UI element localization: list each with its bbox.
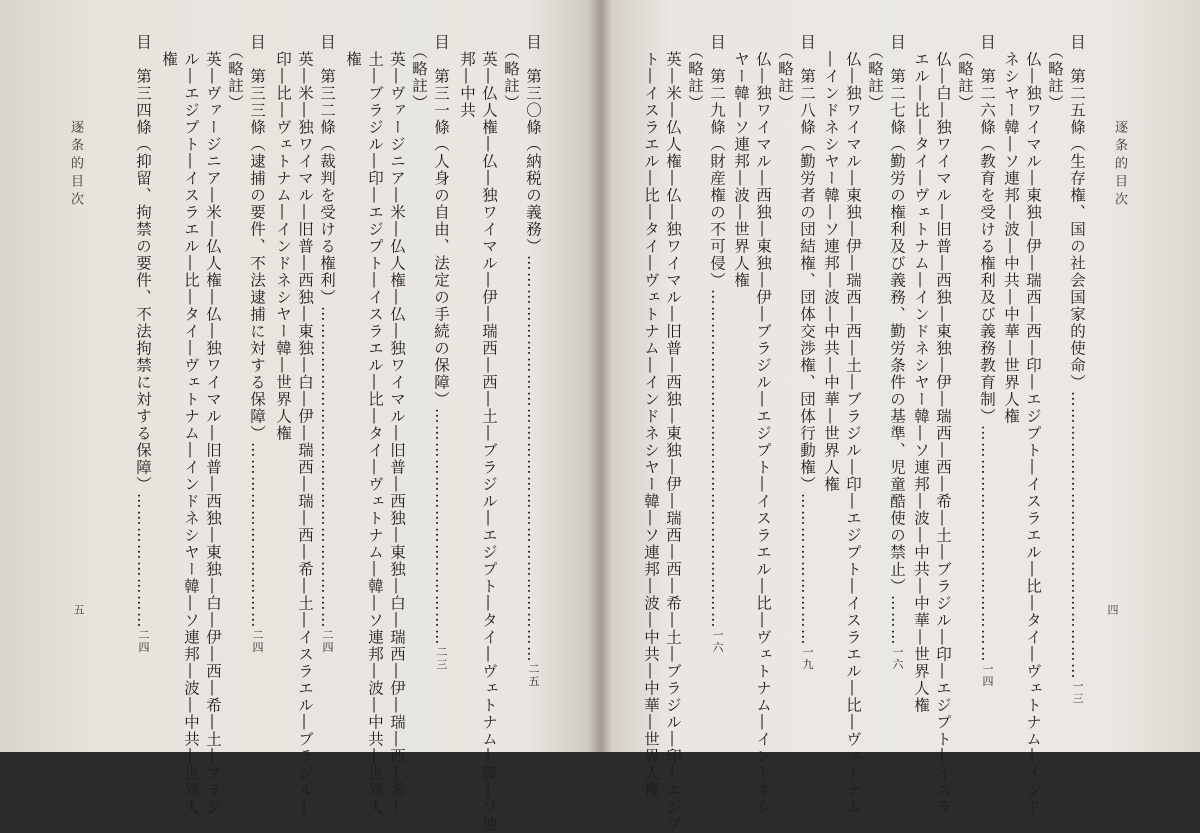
toc-entry-30: 目 第三〇條（納税の義務）………………………………………………………………二五 [524,34,542,688]
note-label: （略註） [502,34,520,112]
country-list: ル―エジプト―イスラエル―比―タイ―ヴェトナム―インドネシヤー韓―ソ連邦―波―中共―世界人 [182,34,200,816]
toc-entry-27: 目 第二七條（勤労の権利及び義務、勤労条件の基準、児童酷使の禁止）………一六 [888,34,906,671]
toc-entry-31: 目 第三一條（人身の自由、法定の手続の保障）……………………………………二三 [432,34,450,671]
toc-entry-34: 目 第三四條（抑留、拘禁の要件、不法拘禁に対する保障）……………………二四 [134,34,152,654]
country-list: 英―ヴァージニア―米―仏人権―仏―独ワイマル―旧普―西独―東独―白―瑞西―伊―瑞―西―希― [388,34,406,816]
country-list: ネシヤー韓―ソ連邦―波―中共―中華―世界人権 [1002,34,1020,425]
note-label: （略註） [410,34,428,112]
toc-entry-28: 目 第二八條（勤労者の団結権、団体交渉権、団体行動権）………………………一九 [798,34,816,671]
country-list: ―インドネシヤー韓―ソ連邦―波―中共―中華―世界人権 [822,34,840,493]
country-list: 権 [160,34,178,68]
country-list: 仏―白―独ワイマル―旧普―西独―東独―伊―瑞西―西―希―土―ブラジル―印―エジプト―イスラ [934,34,952,816]
note-label: （略註） [866,34,884,112]
country-list: ト―イスラエル―比―タイ―ヴェトナム―インドネシヤー韓―ソ連邦―波―中共―中華―世界人権 [642,34,660,799]
note-label: （略註） [1046,34,1064,112]
running-head: 逐条的目次 [1112,120,1127,210]
country-list: 英―仏人権―仏―独ワイマル―伊―瑞西―西―土―ブラジル―エジプト―タイ―ヴェトナム―韓―ソ連 [480,34,498,833]
country-list: 邦―中共 [458,34,476,119]
toc-entry-26: 目 第二六條（教育を受ける権利及び義務教育制）……………………………………一四 [978,34,996,688]
running-head: 逐条的目次 [68,120,83,210]
page-folio: 四 [1106,604,1119,615]
right-page [604,0,1200,833]
country-list: 土―ブラジル―印―エジプト―イスラエル―比―タイ―ヴェトナム―韓―ソ連邦―波―中共―世界人 [366,34,384,816]
country-list: 印―比―ヴェトナム―インドネシヤー韓―世界人権 [274,34,292,442]
country-list: エル―比―タイ―ヴェトナム―インドネシヤー韓―ソ連邦―波―中共―中華―世界人権 [912,34,930,714]
country-list: 仏―独ワイマル―西独―東独―伊―ブラジル―エジプト―イスラエル―比―ヴェトナム―インドネシ [754,34,772,816]
page-folio: 五 [72,604,85,615]
note-label: （略註） [776,34,794,112]
toc-entry-33: 目 第三三條（逮捕の要件、不法逮捕に対する保障）……………………………二四 [248,34,266,654]
toc-entry-25: 目 第二五條（生存権、国の社会国家的使命）……………………………………………一三 [1068,34,1086,705]
country-list: 英―米―仏人権―仏―独ワイマル―旧普―西独―東独―伊―瑞西―西―希―土―ブラジル―印―エジプ [664,34,682,833]
left-page [0,0,596,833]
country-list: 英―ヴァージニア―米―仏人権―仏―独ワイマル―旧普―西独―東独―白―伊―西―希―土―ブラジ [204,34,222,816]
country-list: 仏―独ワイマル―東独―伊―瑞西―西―土―ブラジル―印―エジプト―イスラエル―比―ヴェトナム [844,34,862,816]
note-label: （略註） [226,34,244,112]
country-list: 仏―独ワイマル―東独―伊―瑞西―西―印―エジプト―イスラエル―比―タイ―ヴェトナム―インド [1024,34,1042,816]
country-list: 権 [344,34,362,68]
country-list: ヤー韓―ソ連邦―波―世界人権 [732,34,750,289]
country-list: 英―米―独ワイマル―旧普―西独―東独―白―伊―瑞西―瑞―西―希―土―イスラエル―ブラジル― [296,34,314,816]
toc-entry-32: 目 第三二條（裁判を受ける権利）…………………………………………………二四 [318,34,336,654]
note-label: （略註） [686,34,704,112]
toc-entry-29: 目 第二九條（財産権の不可侵）……………………………………………………一六 [708,34,726,654]
note-label: （略註） [956,34,974,112]
